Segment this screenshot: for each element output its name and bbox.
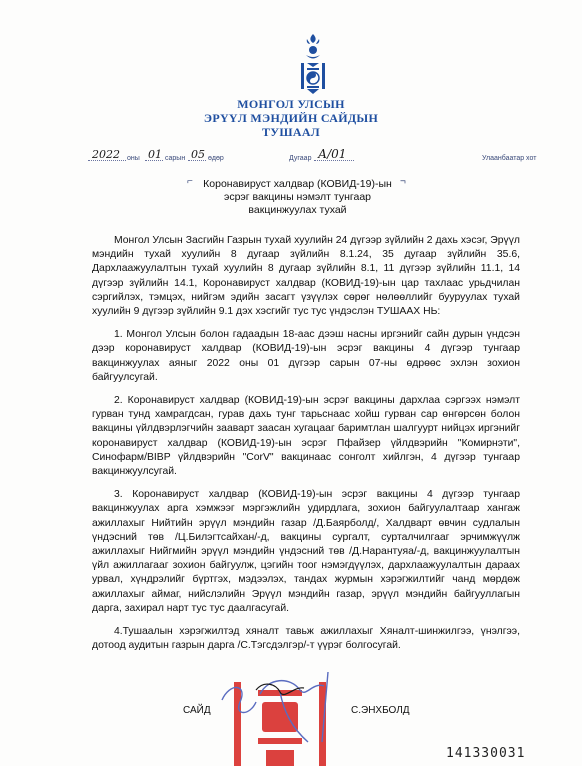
number-label: Дугаар [289, 155, 312, 162]
decree-subject [180, 178, 415, 217]
registration-number: 141330031 [446, 746, 526, 761]
org-name-line1: МОНГОЛ УЛСЫН [237, 97, 345, 111]
body-item-3: 3. Коронавируст халдвар (КОВИД-19)-ын эсрэг вакцины 4 дүгээр тунгаар вакцинжуулах арга хэмжээг мэргэжлийн удирдлага, зохион байгуулалтаар хангаж ажиллахыг Нийтийн эрүүл мэндийн газар /Д.Баярболд/, Халдварт өвчин судлалын үндэсний төв /Ц.Билэгтсайхан/-д, вакцины сургалт, сурталчилгааг эрчимжүүлж ажиллахыг Нийгмийн эрүүл мэндийн үндэсний төв /Д.Нарантуяа/-д, вакцинжуулалтын үйл ажиллагааг зохион байгуулж, цэгийн тоог нэмэгдүүлэх, дархлаажуулалтын дараах урвал, хүндрэлийг бүртгэх, мэдээлэх, тандах журмын хэрэгжилтийг чанд мөрдөж ажиллахыг аймаг, нийслэлийн Эрүүл мэндийн газар, эрүүл мэндийн байгууллагын дарга, захирал нарт тус тус даалгасугай. [92, 489, 520, 614]
document-type: ТУШААЛ [261, 125, 321, 139]
soyombo-emblem-icon [296, 34, 330, 96]
body-item-1: 1. Монгол Улсын болон гадаадын 18-аас дээш насны иргэнийг сайн дурын үндсэн дээр коронавируст халдвар (КОВИД-19)-ын эсрэг вакцины 4 дүгээр тунгаар вакцинжуулах аяныг 2022 оны 01 дүгээр сарын 07-ны өдрөөс эхлэн зохион байгуулсугай. [92, 329, 520, 383]
date-month: 01 [148, 148, 162, 161]
date-month-suffix: сарын [165, 155, 186, 162]
body-item-4: 4.Тушаалын хэрэгжилтэд хяналт тавьж ажиллахыг Хяналт-шинжилгээ, үнэлгээ, дотоод аудитын газрын дарга /С.Тэгсдэлгэр/-т үүрэг болгосугай. [92, 626, 520, 652]
date-day-suffix: өдөр [208, 155, 224, 162]
official-stamp-signature-icon [220, 672, 340, 766]
subject-line2: эсрэг вакцины нэмэлт тунгаар [223, 191, 372, 203]
decree-body [92, 234, 520, 662]
subject-line1: Коронавируст халдвар (КОВИД-19)-ын [203, 178, 392, 190]
date-day: 05 [191, 148, 205, 161]
date-year-suffix: оны [127, 155, 140, 162]
body-item-2: 2. Коронавируст халдвар (КОВИД-19)-ын эсрэг вакцины дархлаа сэргээх нэмэлт гурван тунд хамрагдсан, гурав дахь тунг тарьснаас хойш гурван сар өнгөрсөн болон вакцины үйлдвэрлэгчийн зааварт заасан хугацааг баримтлан шалгуурт нийцэх иргэнийг коронавируст халдвар (КОВИД-19)-ын эсрэг Пфайзер үйлдвэрийн "Комирнэти", Синофарм/BIBP үйлдвэрийн "CorV" вакцинаас сонголт хийлгэн, 4 дүгээр тунгаар вакцинжуулсугай. [92, 395, 520, 478]
body-intro: Монгол Улсын Засгийн Газрын тухай хуулийн 24 дүгээр зүйлийн 2 дахь хэсэг, Эрүүл мэндийн тухай хуулийн 8 дугаар зүйлийн 8.1.24, 35 дугаар зүйлийн 35.6, Дархлаажуулалтын тухай хуулийн 8 дугаар зүйлийн 8.1, 11 дүгээр зүйлийн 11.1, 14 дүгээр зүйлийн 14.1, Коронавируст халдвар (КОВИД-19)-ын цар тахлаас урьдчилан сэргийлэх, тэмцэх, нийгэм эдийн засагт үзүүлэх сөрөг нөлөөллийг бууруулах тухай хуулийн 9 дүгээр зүйлийн 9.1 дэх хэсгийг тус тус үндэслэн ТУШААХ НЬ: [92, 235, 520, 318]
org-name-line2: ЭРҮҮЛ МЭНДИЙН САЙДЫН [203, 111, 379, 125]
signer-title: САЙД [183, 705, 211, 716]
subject-bracket-left-icon: ⌐ [187, 176, 193, 187]
subject-line3: вакцинжуулах тухай [248, 204, 347, 216]
date-year: 2022 [92, 148, 120, 161]
decree-number: А/01 [318, 147, 347, 161]
subject-bracket-right-icon: ¬ [400, 176, 406, 187]
signer-name: С.ЭНХБОЛД [351, 705, 410, 716]
city-name: Улаанбаатар хот [482, 155, 537, 162]
meta-row [0, 147, 582, 167]
